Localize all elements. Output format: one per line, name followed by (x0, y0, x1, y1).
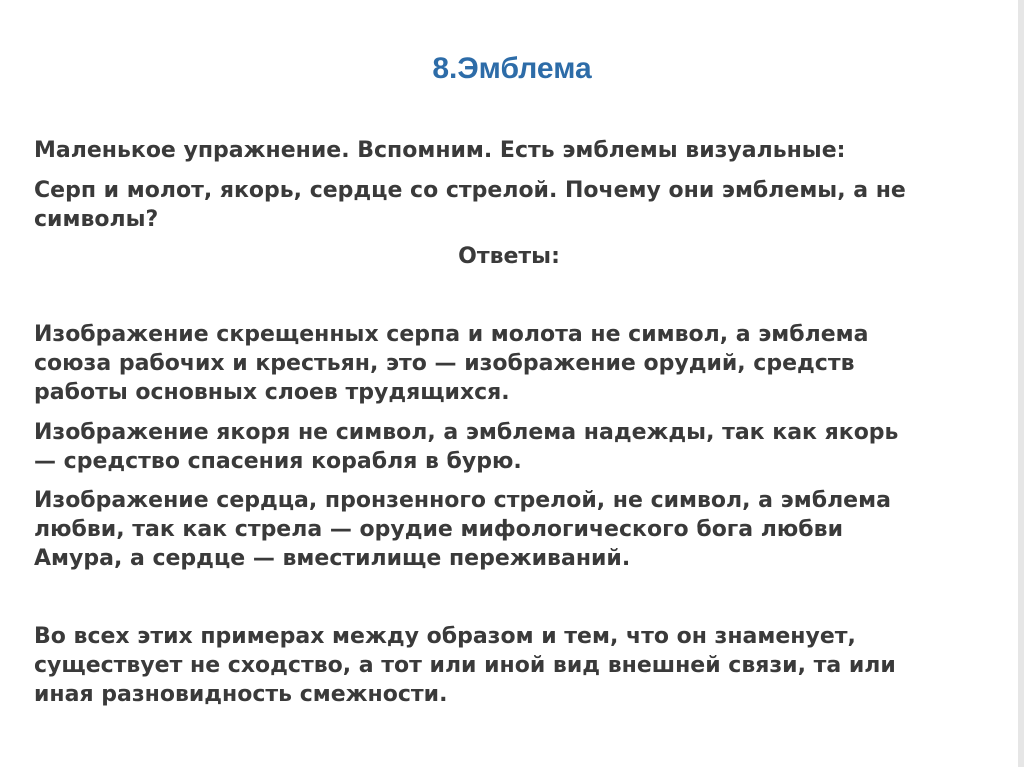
conclusion-text: Во всех этих примерах между образом и тем, что он знаменует, существует не сходство, а тот или иной вид внешней связи, та или иная разновидность смежности. (34, 624, 896, 707)
intro-paragraph (34, 136, 984, 165)
slide-edge (1018, 0, 1024, 767)
answer-3: Изображение сердца, пронзенного стрелой, не символ, а эмблема любви, так как стрела — орудие мифологического бога любви Амура, а сердце — вместилище переживаний. (34, 488, 891, 571)
answers-heading: Ответы: (458, 244, 560, 269)
slide-title: 8.Эмблема (432, 52, 592, 85)
answer-2: Изображение якоря не символ, а эмблема надежды, так как якорь — средство спасения корабля в бурю. (34, 420, 899, 474)
answer-1-paragraph (34, 320, 984, 407)
answers-heading-block (34, 242, 984, 271)
intro-line: Маленькое упражнение. Вспомним. Есть эмблемы визуальные: (34, 138, 846, 163)
answer-1: Изображение скрещенных серпа и молота не символ, а эмблема союза рабочих и крестьян, это — изображение орудий, средств работы основных слоев трудящихся. (34, 322, 869, 405)
question-paragraph (34, 176, 984, 234)
conclusion-paragraph (34, 622, 984, 709)
answer-2-paragraph (34, 418, 984, 476)
question-text: Серп и молот, якорь, сердце со стрелой. Почему они эмблемы, а не символы? (34, 178, 906, 232)
answer-3-paragraph (34, 486, 984, 573)
